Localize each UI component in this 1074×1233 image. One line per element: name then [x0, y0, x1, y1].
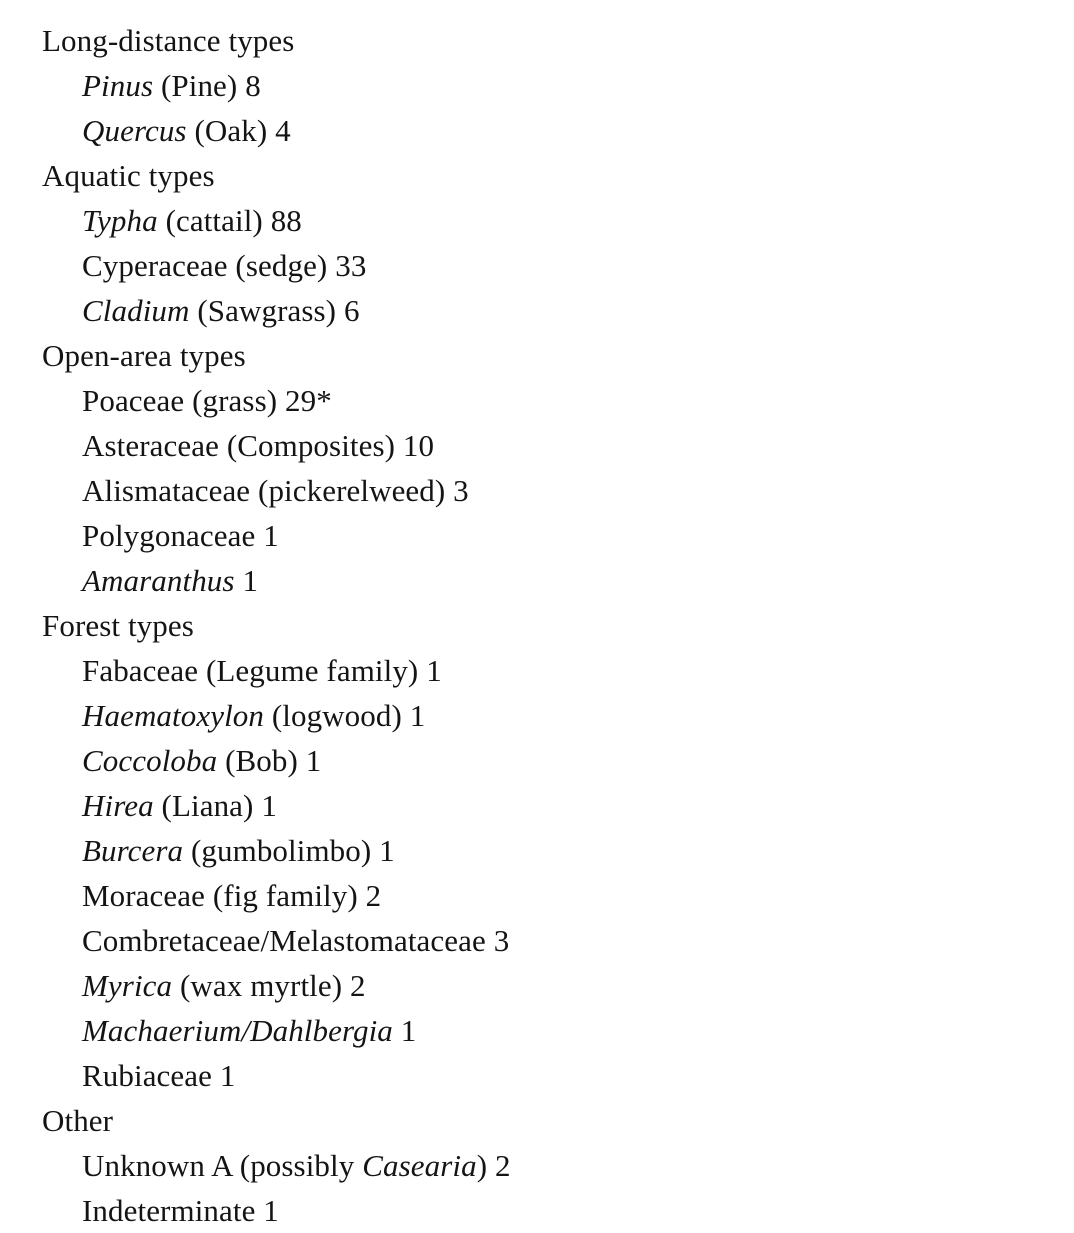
common-name-suffix: ) — [476, 1148, 488, 1183]
taxon-name: Hirea — [82, 788, 154, 823]
taxon-count: 33 — [335, 248, 367, 283]
taxon-name-inline: Casearia — [362, 1148, 477, 1183]
taxon-common-name: (Bob) — [225, 743, 298, 778]
taxa-group-header: Other — [42, 1103, 114, 1138]
taxon-count: 8 — [245, 68, 261, 103]
taxon-row — [42, 693, 1074, 738]
taxon-count: 1 — [263, 1193, 279, 1228]
taxon-row — [42, 288, 1074, 333]
taxon-count: 3 — [493, 923, 510, 958]
taxon-count: 3 — [453, 473, 469, 508]
taxon-name: Cyperaceae — [82, 248, 228, 283]
taxon-row — [42, 918, 1074, 963]
taxon-row — [42, 873, 1074, 918]
taxon-common-name: (Sawgrass) — [197, 293, 337, 328]
taxa-group — [42, 333, 1074, 603]
taxon-name: Asteraceae — [82, 428, 219, 463]
taxa-group-header: Forest types — [42, 608, 194, 643]
taxon-count: 1 — [242, 563, 259, 598]
taxon-row — [42, 63, 1074, 108]
taxon-common-name: (Legume family) — [205, 653, 419, 688]
taxon-count: 1 — [305, 743, 322, 778]
taxon-common-name: (fig family) — [212, 878, 358, 913]
taxon-common-name: (gumbolimbo) — [191, 833, 372, 868]
taxon-count: 29* — [285, 383, 332, 418]
taxon-common-name — [232, 1148, 487, 1183]
taxon-name: Moraceae — [82, 878, 205, 913]
taxon-row — [42, 423, 1074, 468]
taxon-row — [42, 468, 1074, 513]
taxon-name: Cladium — [82, 293, 190, 328]
taxon-row — [42, 558, 1074, 603]
taxon-name: Quercus — [82, 113, 187, 148]
taxon-count: 1 — [426, 653, 442, 688]
taxon-common-name: (Composites) — [226, 428, 396, 463]
taxon-count: 10 — [402, 428, 435, 463]
taxon-common-name: (logwood) — [271, 698, 402, 733]
taxa-group-header: Open-area types — [42, 338, 246, 373]
taxon-count: 88 — [270, 203, 302, 238]
taxon-count: 6 — [343, 293, 360, 328]
taxon-row — [42, 108, 1074, 153]
taxon-name: Alismataceae — [82, 473, 251, 508]
taxon-count: 1 — [261, 788, 277, 823]
taxa-group-header: Long-distance types — [42, 23, 295, 58]
taxon-name: Polygonaceae — [82, 518, 256, 553]
taxon-count: 1 — [379, 833, 395, 868]
taxon-name: Burcera — [82, 833, 184, 868]
taxon-common-name: (sedge) — [235, 248, 328, 283]
taxon-name: Pinus — [82, 68, 154, 103]
taxon-count: 1 — [400, 1013, 417, 1048]
taxon-name: Poaceae — [82, 383, 185, 418]
taxon-name: Amaranthus — [82, 563, 235, 598]
taxon-name: Fabaceae — [82, 653, 199, 688]
taxon-common-name: (pickerelweed) — [258, 473, 446, 508]
taxon-count: 2 — [494, 1148, 511, 1183]
taxon-row — [42, 198, 1074, 243]
taxon-name: Machaerium/Dahlbergia — [82, 1013, 393, 1048]
taxon-name: Combretaceae/Melastomataceae — [82, 923, 486, 958]
taxon-count: 2 — [350, 968, 366, 1003]
common-name-prefix: (possibly — [239, 1148, 363, 1183]
taxon-row — [42, 513, 1074, 558]
taxon-count: 1 — [263, 518, 279, 553]
taxa-group-header: Aquatic types — [42, 158, 215, 193]
taxon-count: 1 — [409, 698, 426, 733]
taxon-name: Haematoxylon — [82, 698, 264, 733]
taxa-group — [42, 18, 1074, 153]
taxon-row — [42, 828, 1074, 873]
taxon-row — [42, 738, 1074, 783]
taxon-row — [42, 1008, 1074, 1053]
taxon-common-name: (Liana) — [161, 788, 254, 823]
taxon-row — [42, 648, 1074, 693]
taxon-row — [42, 378, 1074, 423]
taxon-row — [42, 243, 1074, 288]
taxon-common-name: (wax myrtle) — [179, 968, 343, 1003]
taxon-common-name: (Pine) — [160, 68, 238, 103]
taxon-common-name: (Oak) — [194, 113, 268, 148]
taxon-name: Myrica — [82, 968, 173, 1003]
taxon-name: Indeterminate — [82, 1193, 256, 1228]
taxon-count: 4 — [275, 113, 291, 148]
taxa-group — [42, 153, 1074, 333]
taxon-common-name: (grass) — [192, 383, 278, 418]
taxon-name: Coccoloba — [82, 743, 218, 778]
taxon-name: Rubiaceae — [82, 1058, 212, 1093]
taxa-group — [42, 603, 1074, 1098]
taxon-count: 1 — [219, 1058, 236, 1093]
taxon-row — [42, 1188, 1074, 1233]
taxon-row — [42, 783, 1074, 828]
taxon-name: Typha — [82, 203, 158, 238]
taxon-row — [42, 1053, 1074, 1098]
taxon-common-name: (cattail) — [165, 203, 263, 238]
taxon-row — [42, 963, 1074, 1008]
taxon-row — [42, 1143, 1074, 1188]
taxon-name: Unknown A — [82, 1148, 232, 1183]
taxon-count: 2 — [365, 878, 382, 913]
